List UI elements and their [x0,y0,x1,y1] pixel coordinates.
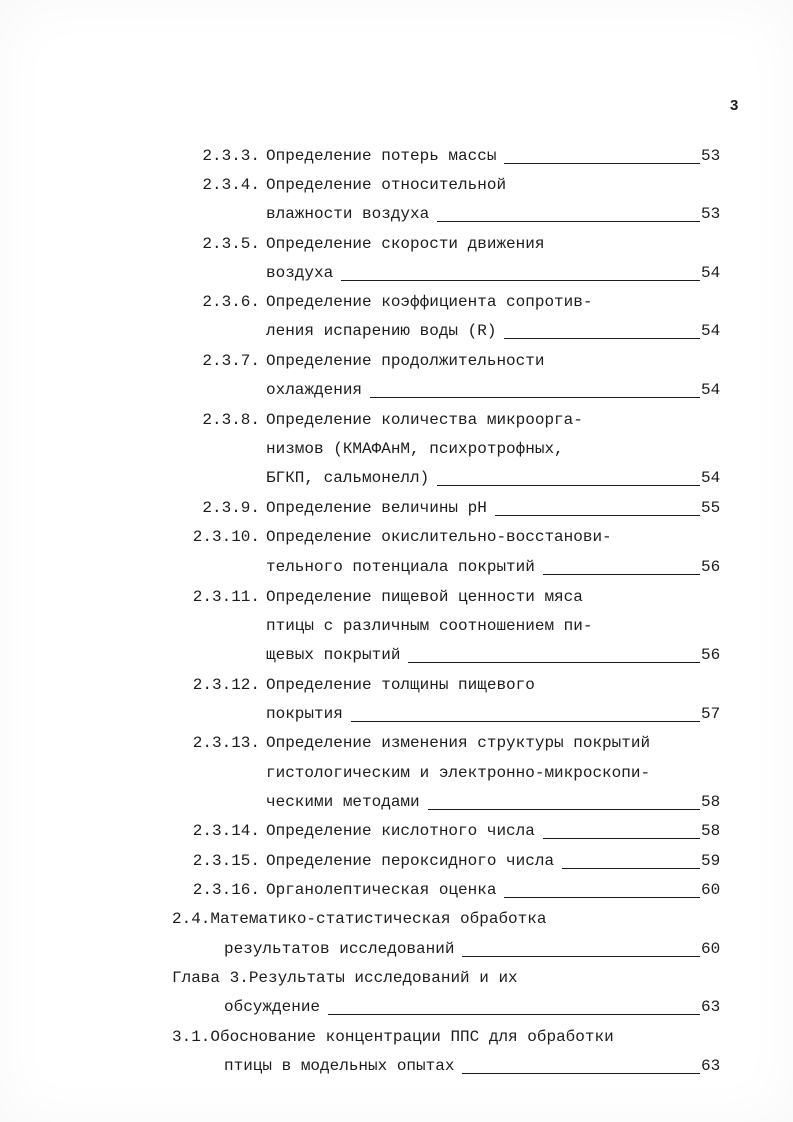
toc-entry-continuation[interactable] [0,937,793,961]
toc-page-number: 53 [701,205,721,223]
toc-page-number: 55 [701,499,721,517]
toc-entry-title: воздуха [266,264,334,282]
leader-line [462,1073,700,1074]
toc-entry-number: 2.4. [172,910,211,928]
toc-entry-title: влажности воздуха [266,205,430,223]
toc-entry-title: Обоснование концентрации ППС для обработки [210,1028,614,1046]
toc-entry[interactable] [0,585,793,609]
toc-entry-continuation[interactable] [0,643,793,667]
toc-entry-number: 3.1. [172,1028,211,1046]
toc-page-number: 53 [701,147,721,165]
leader-line [504,338,700,339]
toc-entry-title: Определение изменения структуры покрытий [266,734,651,752]
toc-entry-title: результатов исследований [224,940,455,958]
toc-entry[interactable] [0,349,793,373]
leader-line [504,897,700,898]
toc-entry-title: Определение количества микроорга- [266,411,583,429]
toc-entry-title: Определение скорости движения [266,235,545,253]
toc-page-number: 60 [701,940,721,958]
toc-entry-continuation[interactable] [0,1054,793,1078]
toc-entry-title: Математико-статистическая обработка [210,910,547,928]
toc-entry-continuation[interactable] [0,614,793,638]
toc-entry[interactable] [0,1025,793,1049]
toc-entry-title: ления испарению воды (R) [266,322,497,340]
toc-entry-continuation[interactable] [0,466,793,490]
toc-entry-title: Определение величины рН [266,499,487,517]
leader-line [462,956,700,957]
leader-line [428,809,700,810]
toc-entry-continuation[interactable] [0,378,793,402]
toc-entry-continuation[interactable] [0,995,793,1019]
leader-line [495,515,700,516]
toc-entry-title: Результаты исследований и их [248,969,518,987]
toc-page-number: 54 [701,469,721,487]
toc-entry-title: низмов (КМАФАнМ, психротрофных, [266,440,564,458]
toc-entry-title: ческими методами [266,793,420,811]
toc-entry-title: Определение кислотного числа [266,822,535,840]
leader-line [341,280,700,281]
leader-line [543,574,700,575]
toc-entry-title: Органолептическая оценка [266,881,497,899]
toc-entry-title: тельного потенциала покрытий [266,558,535,576]
toc-entry-number: 2.3.13. [192,734,260,752]
toc-entry-title: Определение относительной [266,176,507,194]
toc-page-number: 56 [701,558,721,576]
toc-entry-number: 2.3.7. [202,352,260,370]
toc-entry-number: 2.3.6. [202,293,260,311]
toc-entry-continuation[interactable] [0,319,793,343]
toc-entry[interactable] [0,878,793,902]
toc-entry-title: Определение толщины пищевого [266,676,535,694]
leader-line [370,397,700,398]
toc-page-number: 54 [701,264,721,282]
toc-entry-number: 2.3.4. [202,176,260,194]
toc-entry-number: 2.3.3. [202,147,260,165]
toc-entry-number: 2.3.5. [202,235,260,253]
toc-entry[interactable] [0,731,793,755]
toc-entry-number: 2.3.8. [202,411,260,429]
toc-entry-title: гистологическим и электронно-микроскопи- [266,764,651,782]
toc-page-number: 54 [701,381,721,399]
toc-entry[interactable] [0,849,793,873]
leader-line [328,1014,700,1015]
leader-line [437,221,700,222]
page-number: 3 [730,97,739,114]
toc-entry-continuation[interactable] [0,555,793,579]
toc-entry-continuation[interactable] [0,761,793,785]
toc-entry-number: 2.3.15. [192,852,260,870]
toc-entry[interactable] [0,907,793,931]
toc-entry[interactable] [0,496,793,520]
toc-entry-continuation[interactable] [0,202,793,226]
toc-entry-title: Определение продолжительности [266,352,545,370]
toc-entry-number: 2.3.14. [192,822,260,840]
toc-page-number: 63 [701,1057,721,1075]
leader-line [351,721,700,722]
toc-page-number: 58 [701,822,721,840]
toc-entry-title: БГКП, сальмонелл) [266,469,430,487]
toc-entry-title: обсуждение [224,998,321,1016]
toc-entry[interactable] [0,408,793,432]
leader-line [543,838,700,839]
toc-entry-continuation[interactable] [0,261,793,285]
toc-entry-title: Определение коэффициента сопротив- [266,293,593,311]
toc-entry[interactable] [0,144,793,168]
leader-line [408,662,700,663]
toc-entry-title: птицы с различным соотношением пи- [266,617,593,635]
toc-entry-number: 2.3.16. [192,881,260,899]
toc-entry[interactable] [0,290,793,314]
toc-entry[interactable] [0,673,793,697]
toc-entry-continuation[interactable] [0,790,793,814]
leader-line [562,868,700,869]
toc-entry-number: Глава 3. [172,969,249,987]
leader-line [504,163,700,164]
toc-page-number: 63 [701,998,721,1016]
toc-entry[interactable] [0,966,793,990]
toc-entry[interactable] [0,173,793,197]
toc-entry[interactable] [0,525,793,549]
leader-line [437,485,700,486]
toc-entry-number: 2.3.11. [192,588,260,606]
toc-page-number: 58 [701,793,721,811]
toc-entry-number: 2.3.9. [202,499,260,517]
toc-entry-number: 2.3.12. [192,676,260,694]
toc-entry-title: Определение пищевой ценности мяса [266,588,583,606]
toc-entry-title: Определение потерь массы [266,147,497,165]
toc-entry-number: 2.3.10. [192,528,260,546]
toc-entry-title: птицы в модельных опытах [224,1057,455,1075]
toc-entry[interactable] [0,819,793,843]
toc-page-number: 59 [701,852,721,870]
toc-entry-title: покрытия [266,705,343,723]
toc-entry-title: Определение пероксидного числа [266,852,555,870]
toc-entry-title: Определение окислительно-восстанови- [266,528,612,546]
toc-entry[interactable] [0,232,793,256]
toc-entry-continuation[interactable] [0,702,793,726]
toc-page-number: 56 [701,646,721,664]
toc-page-number: 54 [701,322,721,340]
toc-entry-title: щевых покрытий [266,646,401,664]
toc-page-number: 57 [701,705,721,723]
toc-entry-continuation[interactable] [0,437,793,461]
toc-entry-title: охлаждения [266,381,363,399]
toc-page-number: 60 [701,881,721,899]
